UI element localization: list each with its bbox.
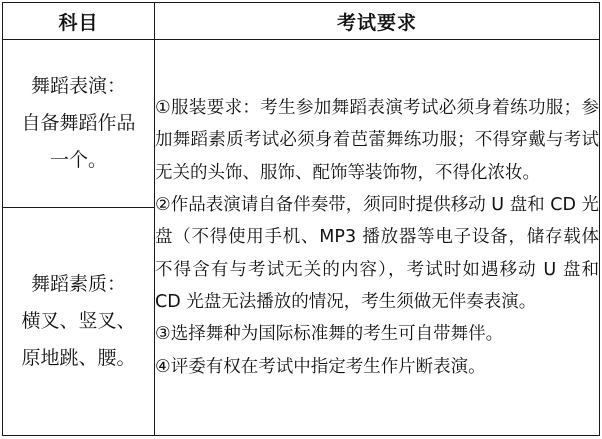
header-subject: 科目 <box>3 3 155 40</box>
subject-line: 舞蹈表演： <box>30 75 126 97</box>
subject-cell-dance-quality <box>3 208 155 436</box>
requirements-cell <box>155 40 600 436</box>
requirement-item-2: ②作品表演请自备伴奏带，须同时提供移动 U 盘和 CD 光盘（不得使用手机、MP3 播放器等电子设备，储存载体不得含有与考试无关的内容），考试时如遇移动 U 盘和 CD 光盘无法播放的情况，考生须做无伴奏表演。 <box>155 195 599 312</box>
subject-line: 原地跳、腰。 <box>21 347 136 369</box>
requirement-item-1: ①服装要求：考生参加舞蹈表演考试必须身着练功服；参加舞蹈素质考试必须身着芭蕾舞练功服；不得穿戴与考试无关的头饰、服饰、配饰等装饰物，不得化浓妆。 <box>155 98 599 183</box>
header-requirements: 考试要求 <box>155 3 600 40</box>
requirement-item-3: ③选择舞种为国际标准舞的考生可自带舞伴。 <box>155 324 504 345</box>
subject-line: 一个。 <box>49 149 107 171</box>
subject-line: 自备舞蹈作品 <box>21 112 136 134</box>
subject-line: 舞蹈素质： <box>30 273 126 295</box>
exam-requirements-table <box>2 2 600 436</box>
table-header-row <box>3 3 600 40</box>
table-row <box>3 40 600 208</box>
requirement-item-4: ④评委有权在考试中指定考生作片断表演。 <box>155 356 486 377</box>
subject-cell-dance-performance <box>3 40 155 208</box>
subject-line: 横叉、竖叉、 <box>21 310 136 332</box>
